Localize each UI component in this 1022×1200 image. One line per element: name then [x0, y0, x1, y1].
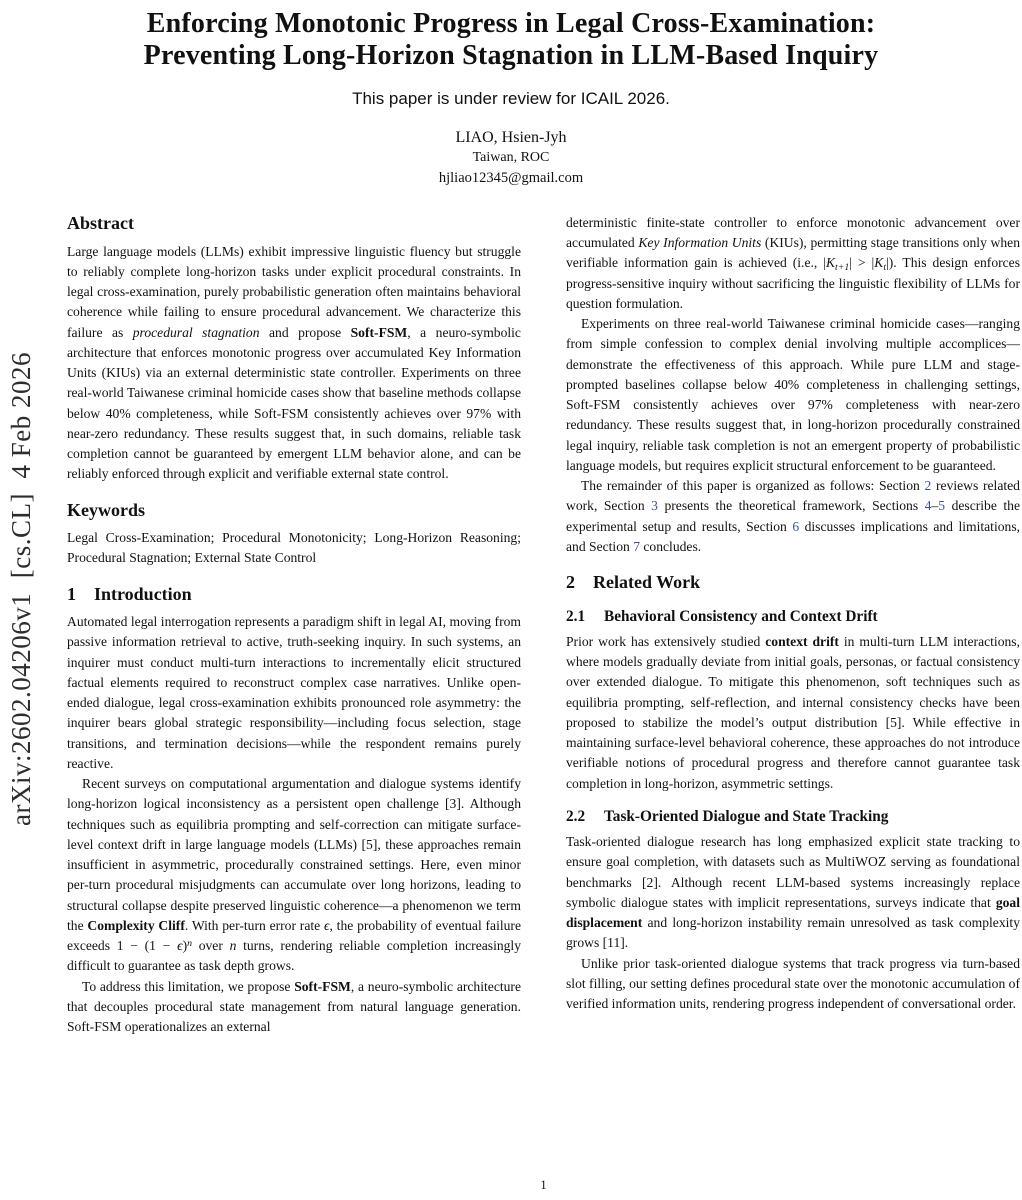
introduction-continuation-paragraph: deterministic finite-state controller to enforce monotonic advancement over accumulated Key Information Units (KIUs), permitting stage transitions only when verifiable information gain is achieved (i.e., |Kt+1| > |Kt|). This design enforces progress-sensitive inquiry without sacrificing the linguistic flexibility of LLMs for question formulation. — [566, 214, 1020, 311]
abstract-paragraph: Large language models (LLMs) exhibit impressive linguistic fluency but struggle to reliably complete long-horizon tasks under explicit procedural constraints. In legal cross-examination, purely probabilistic generation often maintains behavioral coherence while failing to ensure procedural advancement. We characterize this failure as procedural stagnation and propose Soft-FSM, a neuro-symbolic architecture that enforces monotonic progress over accumulated Key Information Units (KIUs) via an external deterministic state controller. Experiments on three real-world Taiwanese criminal homicide cases show that baseline methods collapse below 40% completeness, while Soft-FSM consistently achieves over 97% with near-zero redundancy. These results suggest that, in such domains, reliable task completion cannot be guaranteed by emergent LLM behavior alone, and can be reliably enforced through explicit and verifiable external state control. — [67, 243, 521, 482]
section-ref[interactable]: 2 — [924, 478, 932, 494]
title-line-1: Enforcing Monotonic Progress in Legal Cross-Examination: — [146, 8, 876, 39]
introduction-paragraph-3: To address this limitation, we propose Soft-FSM, a neuro-symbolic architecture that decouples procedural state management from natural language generation. Soft-FSM operationalizes an external — [67, 978, 521, 1035]
section-1-heading — [67, 584, 521, 606]
title-line-2: Preventing Long-Horizon Stagnation in LLM-Based Inquiry — [143, 40, 879, 72]
paper-header — [0, 0, 1022, 187]
section-ref[interactable]: 7 — [633, 538, 640, 554]
section-2-1-heading — [566, 607, 1020, 626]
author-email: hjliao12345@gmail.com — [438, 169, 584, 186]
introduction-paragraph-2: Recent surveys on computational argumentation and dialogue systems identify long-horizon logical inconsistency as a persistent open challenge [3]. Although techniques such as equilibria prompting and self-correction can mitigate surface-level context drift in large language models (LLMs) [5], these approaches remain insufficient in asymmetric, procedurally constrained settings. Here, even minor per-turn procedural misjudgments can accumulate over long horizons, leading to structural collapse despite preserved linguistic coherence—a phenomenon we term the Complexity Cliff. With per-turn error rate ϵ, the probability of eventual failure exceeds $1 - (1 - \epsilon)^n$ over n turns, rendering reliable completion increasingly difficult to guarantee as task depth grows. — [67, 776, 522, 974]
abstract-heading: Abstract — [67, 212, 134, 233]
keywords-text: Legal Cross-Examination; Procedural Monotonicity; Long-Horizon Reasoning; Procedural Stagnation; External State Control — [67, 530, 521, 566]
section-2-2-heading — [566, 807, 1020, 826]
left-column — [67, 213, 521, 1038]
section-2-1-paragraph: Prior work has extensively studied context drift in multi-turn LLM interactions, where models gradually deviate from initial goals, personas, or factual consistency over extended dialogue. To mitigate this phenomenon, soft techniques such as equilibria prompting, self-reflection, and internal consistency checks have been proposed to stabilize the model’s output distribution [5]. While effective in maintaining surface-level behavioral coherence, these approaches do not introduce verifiable notions of procedural progress and therefore cannot guarantee task completion in long-horizon, asymmetric settings. — [566, 633, 1020, 791]
section-2-1-title: Behavioral Consistency and Context Drift — [604, 607, 878, 625]
section-1-number: 1 — [67, 583, 76, 604]
author-name: LIAO, Hsien-Jyh — [455, 128, 567, 146]
section-2-1-number: 2.1 — [566, 607, 586, 625]
keywords-heading: Keywords — [67, 499, 145, 520]
two-column-body — [67, 213, 1020, 1038]
review-note: This paper is under review for ICAIL 2026. — [352, 88, 670, 108]
section-2-2-number: 2.2 — [566, 807, 586, 825]
section-2-heading — [566, 572, 1020, 594]
section-2-number: 2 — [566, 572, 575, 593]
section-1-title: Introduction — [94, 583, 192, 604]
section-ref[interactable]: 5 — [938, 498, 946, 514]
right-column — [566, 213, 1020, 1038]
section-ref[interactable]: 4 — [924, 498, 932, 514]
page-number: 1 — [540, 1178, 547, 1192]
section-ref[interactable]: 6 — [792, 518, 800, 534]
section-ref[interactable]: 3 — [651, 498, 658, 514]
section-2-2-title: Task-Oriented Dialogue and State Tracking — [604, 807, 889, 825]
section-2-2-paragraph-1: Task-oriented dialogue research has long emphasized explicit state tracking to ensure goal completion, with datasets such as MultiWOZ serving as foundational benchmarks [2]. Although recent LLM-based systems increasingly replace symbolic dialogue states with implicit representations, surveys indicate that goal displacement and long-horizon instability remain unresolved as task complexity grows [11]. — [566, 834, 1020, 951]
arxiv-stamp: arXiv:2602.04206v1 [cs.CL] 4 Feb 2026 — [6, 352, 36, 826]
section-2-2-paragraph-2: Unlike prior task-oriented dialogue systems that track progress via turn-based slot filling, our setting defines procedural state over the monotonic accumulation of verified information units, rendering progress independent of conversational order. — [566, 955, 1020, 1011]
experiments-summary-paragraph: Experiments on three real-world Taiwanese criminal homicide cases—ranging from simple confession to complex denial involving multiple accomplices—demonstrate the effectiveness of this approach. While pure LLM and stage-prompted baselines collapse below 40% completeness in challenging settings, Soft-FSM consistently achieves over 97% completeness with near-zero redundancy. These results suggest that, in long-horizon procedurally constrained legal inquiry, reliable task completion is not an emergent property of probabilistic language models, but requires explicit structural enforcement to be guaranteed. — [566, 316, 1020, 473]
paper-roadmap-paragraph: The remainder of this paper is organized as follows: Section 2 reviews related work, Section 3 presents the theoretical framework, Sections 4–5 describe the experimental setup and results, Section 6 discusses implications and limitations, and Section 7 concludes. — [566, 478, 1021, 554]
introduction-paragraph-1: Automated legal interrogation represents a paradigm shift in legal AI, moving from passive information retrieval to active, truth-seeking inquiry. In such systems, an inquirer must conduct multi-turn interactions to incrementally elicit structured factual elements required to reconstruct complex case narratives. Unlike open-ended dialogue, legal cross-examination exhibits pronounced role asymmetry: the inquirer bears global strategic responsibility—including focus selection, stage transitions, and termination decisions—while the respondent remains purely reactive. — [67, 614, 521, 771]
author-affiliation: Taiwan, ROC — [472, 149, 550, 165]
paper-title — [0, 8, 1022, 73]
section-2-title: Related Work — [593, 572, 701, 593]
